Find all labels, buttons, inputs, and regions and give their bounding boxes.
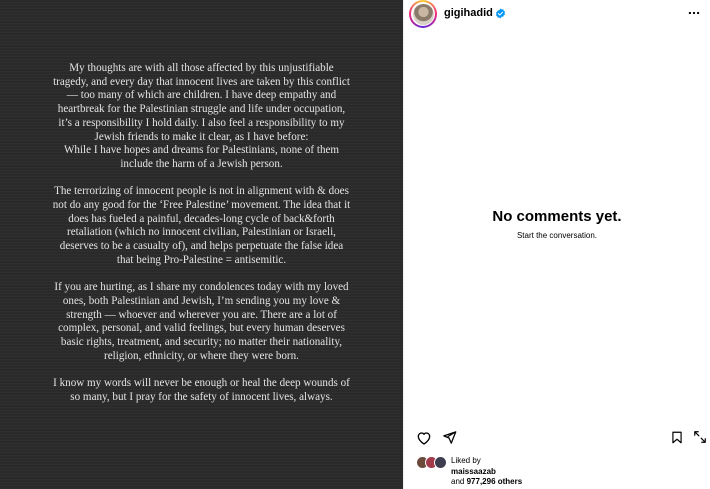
- statement-line: The terrorizing of innocent people is not in alignment with & does: [54, 185, 349, 198]
- bookmark-icon[interactable]: [670, 430, 684, 445]
- verified-badge-icon: [495, 8, 506, 19]
- paper-plane-icon[interactable]: [442, 430, 457, 445]
- statement-line: While I have hopes and dreams for Palestinians, none of them: [63, 144, 340, 157]
- statement-line: Jewish friends to make it clear, as I have before:: [94, 130, 309, 143]
- statement-line: basic rights, treatment, and security; no matter their nationality,: [60, 336, 343, 349]
- liker-avatar: [434, 456, 447, 469]
- statement-line: heartbreak for the Palestinian struggle and life under occupation,: [57, 103, 346, 116]
- statement-line: If you are hurting, as I share my condolences today with my loved: [54, 281, 349, 294]
- action-bar: [404, 428, 710, 448]
- post-side-panel: [403, 0, 710, 489]
- statement-line: that being Pro-Palestine = antisemitic.: [116, 253, 287, 266]
- liker-avatars[interactable]: [416, 456, 448, 470]
- no-comments-title: No comments yet.: [492, 208, 622, 225]
- statement-line: My thoughts are with all those affected by this unjustifiable: [69, 62, 334, 74]
- statement-line: tragedy, and every day that innocent lives are taken by this conflict: [53, 75, 350, 88]
- statement-line: retaliation (which no innocent civilian, Palestinian or Israeli,: [67, 226, 336, 239]
- more-horizontal-icon[interactable]: [687, 6, 701, 20]
- others-count-link[interactable]: 977,296 others: [466, 477, 523, 486]
- statement-text: [14, 62, 389, 418]
- statement-paragraph: [14, 281, 389, 363]
- comments-empty-state: [404, 208, 710, 240]
- and-text: and: [451, 477, 465, 486]
- start-conversation-text: Start the conversation.: [516, 231, 598, 240]
- statement-line: ones, both Palestinian and Jewish, I’m sending you my love &: [62, 294, 341, 307]
- liked-by-prefix: Liked by: [451, 456, 481, 465]
- statement-line: complex, personal, and valid feelings, but every human deserves: [58, 322, 345, 335]
- post-header: [404, 0, 710, 28]
- statement-paragraph: [14, 62, 389, 172]
- profile-avatar[interactable]: [409, 0, 437, 28]
- statement-paragraph: [14, 185, 389, 267]
- statement-line: — too many of which are children. I have deep empathy and: [66, 89, 337, 102]
- liked-by-text: [451, 456, 522, 488]
- statement-line: it’s a responsibility I hold daily. I also feel a responsibility to my: [58, 116, 345, 129]
- statement-paragraph: [14, 377, 389, 404]
- statement-line: strength — whoever and wherever you are. There are a lot of: [66, 308, 337, 321]
- heart-icon[interactable]: [416, 430, 432, 446]
- statement-line: deserves to be a casualty of), and helps perpetuate the false idea: [59, 240, 344, 253]
- statement-line: include the harm of a Jewish person.: [120, 157, 283, 170]
- statement-line: religion, ethnicity, or where they were born.: [104, 349, 299, 362]
- username-link[interactable]: gigihadid: [444, 7, 493, 19]
- expand-icon[interactable]: [693, 430, 707, 444]
- liked-by-user-link[interactable]: maissaazab: [451, 466, 496, 476]
- avatar-image: [413, 4, 434, 25]
- statement-line: I know my words will never be enough or heal the deep wounds of: [53, 377, 350, 390]
- statement-line: not do any good for the ‘Free Palestine’ movement. The idea that it: [52, 199, 351, 212]
- statement-line: so many, but I pray for the safety of innocent lives, always.: [70, 390, 333, 403]
- statement-line: does has fueled a painful, decades-long cycle of back&forth: [68, 212, 335, 225]
